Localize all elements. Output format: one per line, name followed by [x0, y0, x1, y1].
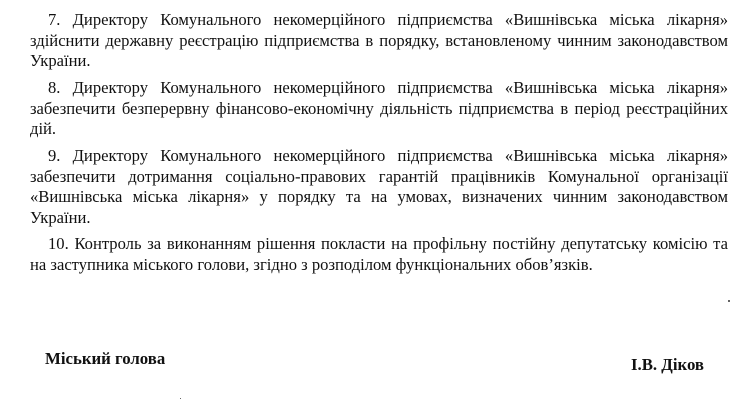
paragraph-10: 10. Контроль за виконанням рішення покласти на профільну постійну депутатську комісію та на заступника міського голови, згідно з розподілом функціональних обов’язків.	[30, 234, 728, 274]
scan-speck	[728, 300, 730, 302]
paragraph-8: 8. Директору Комунального некомерційного підприємства «Вишнівська міська лікарня» забезпечити безперервну фінансово-економічну діяльність підприємства в період реєстраційних дій.	[30, 78, 728, 138]
scan-speck	[180, 398, 181, 399]
signature-title: Міський голова	[45, 349, 166, 368]
signature-name: І.В. Діков	[631, 355, 704, 374]
paragraph-9: 9. Директору Комунального некомерційного підприємства «Вишнівська міська лікарня» забезпечити дотримання соціально-правових гарантій працівників Комунальної організації «Вишнівська міська лікарня» у порядку та на умовах, визначених чинним законодавством України.	[30, 146, 728, 227]
paragraph-7: 7. Директору Комунального некомерційного підприємства «Вишнівська міська лікарня» здійснити державну реєстрацію підприємства в порядку, встановленому чинним законодавством України.	[30, 10, 728, 70]
